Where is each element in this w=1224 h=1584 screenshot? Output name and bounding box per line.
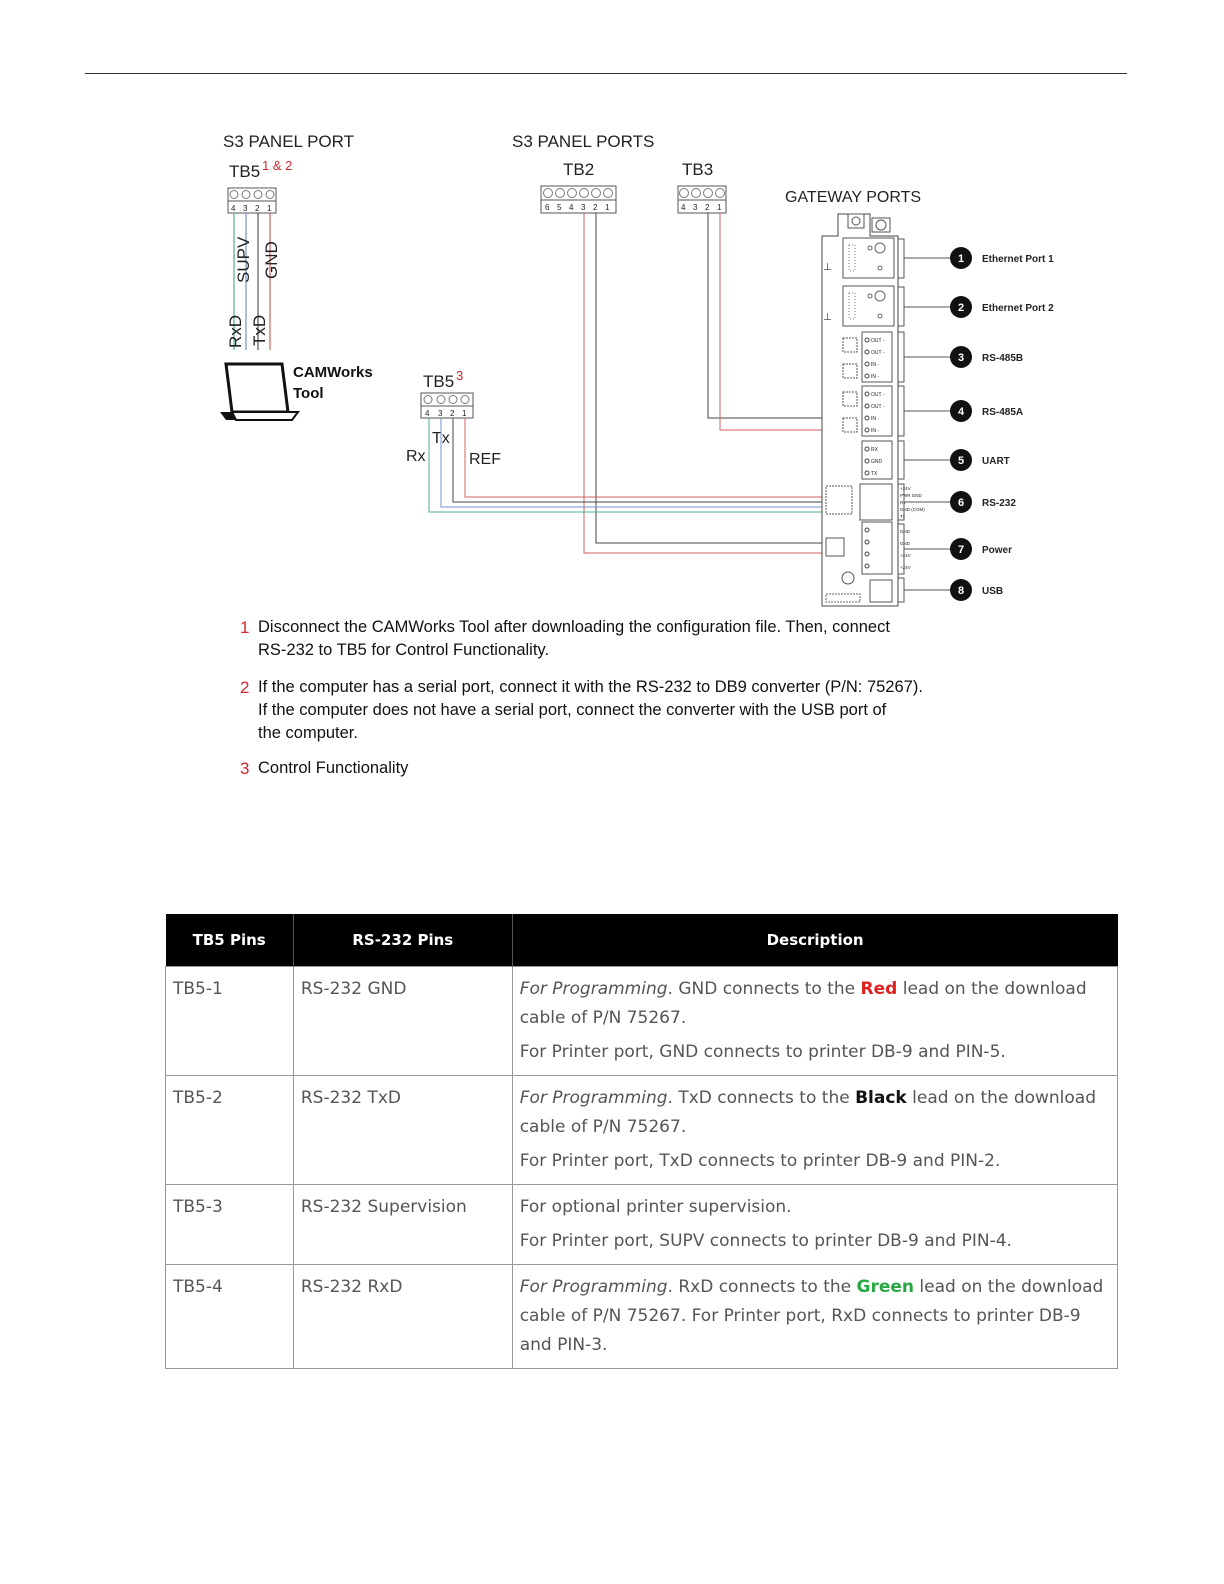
tb2-pin-5: 5: [557, 203, 562, 212]
callout-3-label: RS-485B: [982, 353, 1024, 364]
cell-rs232-pin: RS-232 Supervision: [293, 1185, 512, 1265]
note-1: [240, 616, 1040, 662]
rs232-supv-wire: [441, 418, 860, 507]
laptop-icon: [220, 364, 298, 420]
table-row: [166, 967, 1118, 1076]
board-in-4: IN -: [871, 428, 880, 434]
note-3: [240, 757, 1040, 780]
tb3-pin-4: 4: [681, 203, 686, 212]
board-uart-tx: TX: [871, 471, 878, 477]
callout-7: [950, 538, 1012, 560]
header-tb5-pins: TB5 Pins: [166, 914, 294, 967]
rxd-label: RxD: [226, 314, 245, 348]
svg-text:4: 4: [957, 406, 965, 418]
tb2-pin-3: 3: [581, 203, 586, 212]
s3-panel-port-title: S3 PANEL PORT: [223, 132, 355, 151]
board-rs232-24v: +24V: [900, 486, 911, 491]
tb5-lower-pin-4: 4: [425, 409, 430, 418]
tb2-pin-1: 1: [605, 203, 610, 212]
s3-panel-ports-title: S3 PANEL PORTS: [512, 132, 655, 151]
callout-8-label: USB: [982, 586, 1004, 597]
board-power-24v-2: +24V: [900, 565, 911, 570]
cell-description: For optional printer supervision. For Printer port, SUPV connects to printer DB-9 and PIN-4.: [512, 1185, 1117, 1265]
callout-6: [950, 491, 1016, 513]
tb3-pin-1: 1: [717, 203, 722, 212]
callout-1-label: Ethernet Port 1: [982, 254, 1054, 265]
table-row: [166, 1185, 1118, 1265]
table-header-row: [166, 914, 1118, 967]
diagram-notes: [240, 616, 1040, 789]
callout-brackets: [898, 239, 950, 602]
board-power-gnd-2: GND: [900, 541, 910, 546]
tb2-pin-6: 6: [545, 203, 550, 212]
callout-7-label: Power: [982, 545, 1013, 556]
red-lead-text: Red: [860, 979, 898, 999]
svg-text:3: 3: [957, 352, 965, 364]
cell-tb5-pin: TB5-2: [166, 1076, 294, 1185]
callout-8: [950, 579, 1003, 601]
board-power-gnd-1: GND: [900, 529, 910, 534]
callout-4: [950, 400, 1023, 422]
board-out-3: OUT -: [871, 392, 885, 398]
tb2-pin-4: 4: [569, 203, 574, 212]
tb3-label: TB3: [682, 160, 714, 179]
cell-tb5-pin: TB5-4: [166, 1265, 294, 1369]
callout-6-label: RS-232: [982, 498, 1016, 509]
note-1-line-2: RS-232 to TB5 for Control Functionality.: [258, 641, 550, 659]
callout-2-label: Ethernet Port 2: [982, 303, 1054, 314]
tb2-pin-2: 2: [593, 203, 598, 212]
camworks-tool-label-1: CAMWorks: [293, 364, 373, 381]
board-rs232-rx: Rx: [900, 500, 906, 505]
board-in-1: IN -: [871, 362, 880, 368]
note-2-line-2: If the computer does not have a serial port, connect the converter with the USB port of: [258, 701, 887, 719]
note-3-line-1: Control Functionality: [258, 759, 409, 777]
tb3-pin-2: 2: [705, 203, 710, 212]
board-rs232-tx: Tx: [900, 514, 905, 519]
tb5-lower-pin-3: 3: [438, 409, 443, 418]
header-rs232-pins: RS-232 Pins: [293, 914, 512, 967]
callout-3: [950, 346, 1023, 368]
svg-text:2: 2: [957, 302, 965, 314]
tb5-lower-pin-1: 1: [462, 409, 467, 418]
tb5-superscript: 1 & 2: [262, 158, 293, 173]
board-in-3: IN -: [871, 416, 880, 422]
cell-description: For Programming. TxD connects to the Black lead on the download cable of P/N 75267. For Printer port, TxD connects to printer DB-9 and PIN-2.: [512, 1076, 1117, 1185]
tb5-pin-2: 2: [255, 204, 260, 213]
tb2-power-wire-gnd: [596, 213, 840, 543]
callout-5: [950, 449, 1010, 471]
svg-text:⊥: ⊥: [823, 312, 832, 323]
tb5-lower-pin-2: 2: [450, 409, 455, 418]
tb5-pin-4: 4: [231, 204, 236, 213]
board-out-4: OUT -: [871, 404, 885, 410]
note-1-line-1: Disconnect the CAMWorks Tool after downloading the configuration file. Then, connect: [258, 618, 890, 636]
svg-text:8: 8: [957, 585, 965, 597]
board-uart-gnd: GND: [871, 459, 883, 465]
callout-4-label: RS-485A: [982, 407, 1024, 418]
table-row: [166, 1076, 1118, 1185]
tb5-label: TB5: [229, 162, 261, 181]
cell-rs232-pin: RS-232 TxD: [293, 1076, 512, 1185]
gnd-label: GND: [262, 241, 281, 279]
svg-text:1: 1: [957, 253, 965, 265]
gateway-ports-title: GATEWAY PORTS: [785, 189, 922, 206]
cell-rs232-pin: RS-232 RxD: [293, 1265, 512, 1369]
tb2-label: TB2: [563, 160, 595, 179]
board-out-1: OUT -: [871, 338, 885, 344]
cell-tb5-pin: TB5-1: [166, 967, 294, 1076]
note-1-number: 1: [240, 618, 250, 637]
cell-tb5-pin: TB5-3: [166, 1185, 294, 1265]
callout-1: [950, 247, 1054, 269]
header-description: Description: [512, 914, 1117, 967]
tb2-terminal-block: [541, 186, 616, 213]
rs232-tx-wire: [453, 418, 860, 502]
txd-label: TxD: [250, 314, 269, 346]
callout-5-label: UART: [982, 456, 1010, 467]
tx-label: Tx: [432, 430, 450, 447]
svg-text:⊥: ⊥: [823, 262, 832, 273]
svg-text:6: 6: [957, 497, 965, 509]
tb5-lower-superscript: 3: [456, 368, 464, 383]
svg-text:7: 7: [957, 544, 965, 556]
board-power-24v-1: +24V: [900, 553, 911, 558]
tb5-terminal-block: [228, 188, 276, 213]
board-uart-rx: RX: [871, 447, 878, 453]
note-2-line-1: If the computer has a serial port, connect it with the RS-232 to DB9 converter (P/N: 75267).: [258, 678, 923, 696]
tb5-pin-table: [165, 914, 1118, 1369]
tb3-terminal-block: [678, 186, 726, 213]
camworks-tool-label-2: Tool: [293, 385, 324, 402]
svg-text:5: 5: [957, 455, 965, 467]
gateway-board: [822, 214, 925, 606]
table-row: [166, 1265, 1118, 1369]
supv-label: SUPV: [234, 236, 253, 283]
green-lead-text: Green: [856, 1277, 915, 1297]
board-rs232-gndcom: GND (COM): [900, 507, 925, 512]
cell-rs232-pin: RS-232 GND: [293, 967, 512, 1076]
tb5-lower-label: TB5: [423, 372, 455, 391]
ref-label: REF: [469, 451, 501, 468]
board-rs232-pwrgnd: PWR GND: [900, 493, 922, 498]
note-2-line-3: the computer.: [258, 724, 358, 742]
board-out-2: OUT -: [871, 350, 885, 356]
note-3-number: 3: [240, 759, 250, 778]
tb5-pin-3: 3: [243, 204, 248, 213]
rx-label: Rx: [406, 448, 426, 465]
tb3-pin-3: 3: [693, 203, 698, 212]
board-in-2: IN -: [871, 374, 880, 380]
black-lead-text: Black: [855, 1088, 907, 1108]
callout-2: [950, 296, 1054, 318]
tb5-lower-terminal-block: [421, 393, 473, 418]
tb5-pin-1: 1: [267, 204, 272, 213]
note-2-number: 2: [240, 678, 250, 697]
note-2: [240, 676, 1040, 745]
cell-description: For Programming. RxD connects to the Green lead on the download cable of P/N 75267. For Printer port, RxD connects to printer DB-9 and PIN-3.: [512, 1265, 1117, 1369]
cell-description: For Programming. GND connects to the Red lead on the download cable of P/N 75267. For Printer port, GND connects to printer DB-9 and PIN-5.: [512, 967, 1117, 1076]
